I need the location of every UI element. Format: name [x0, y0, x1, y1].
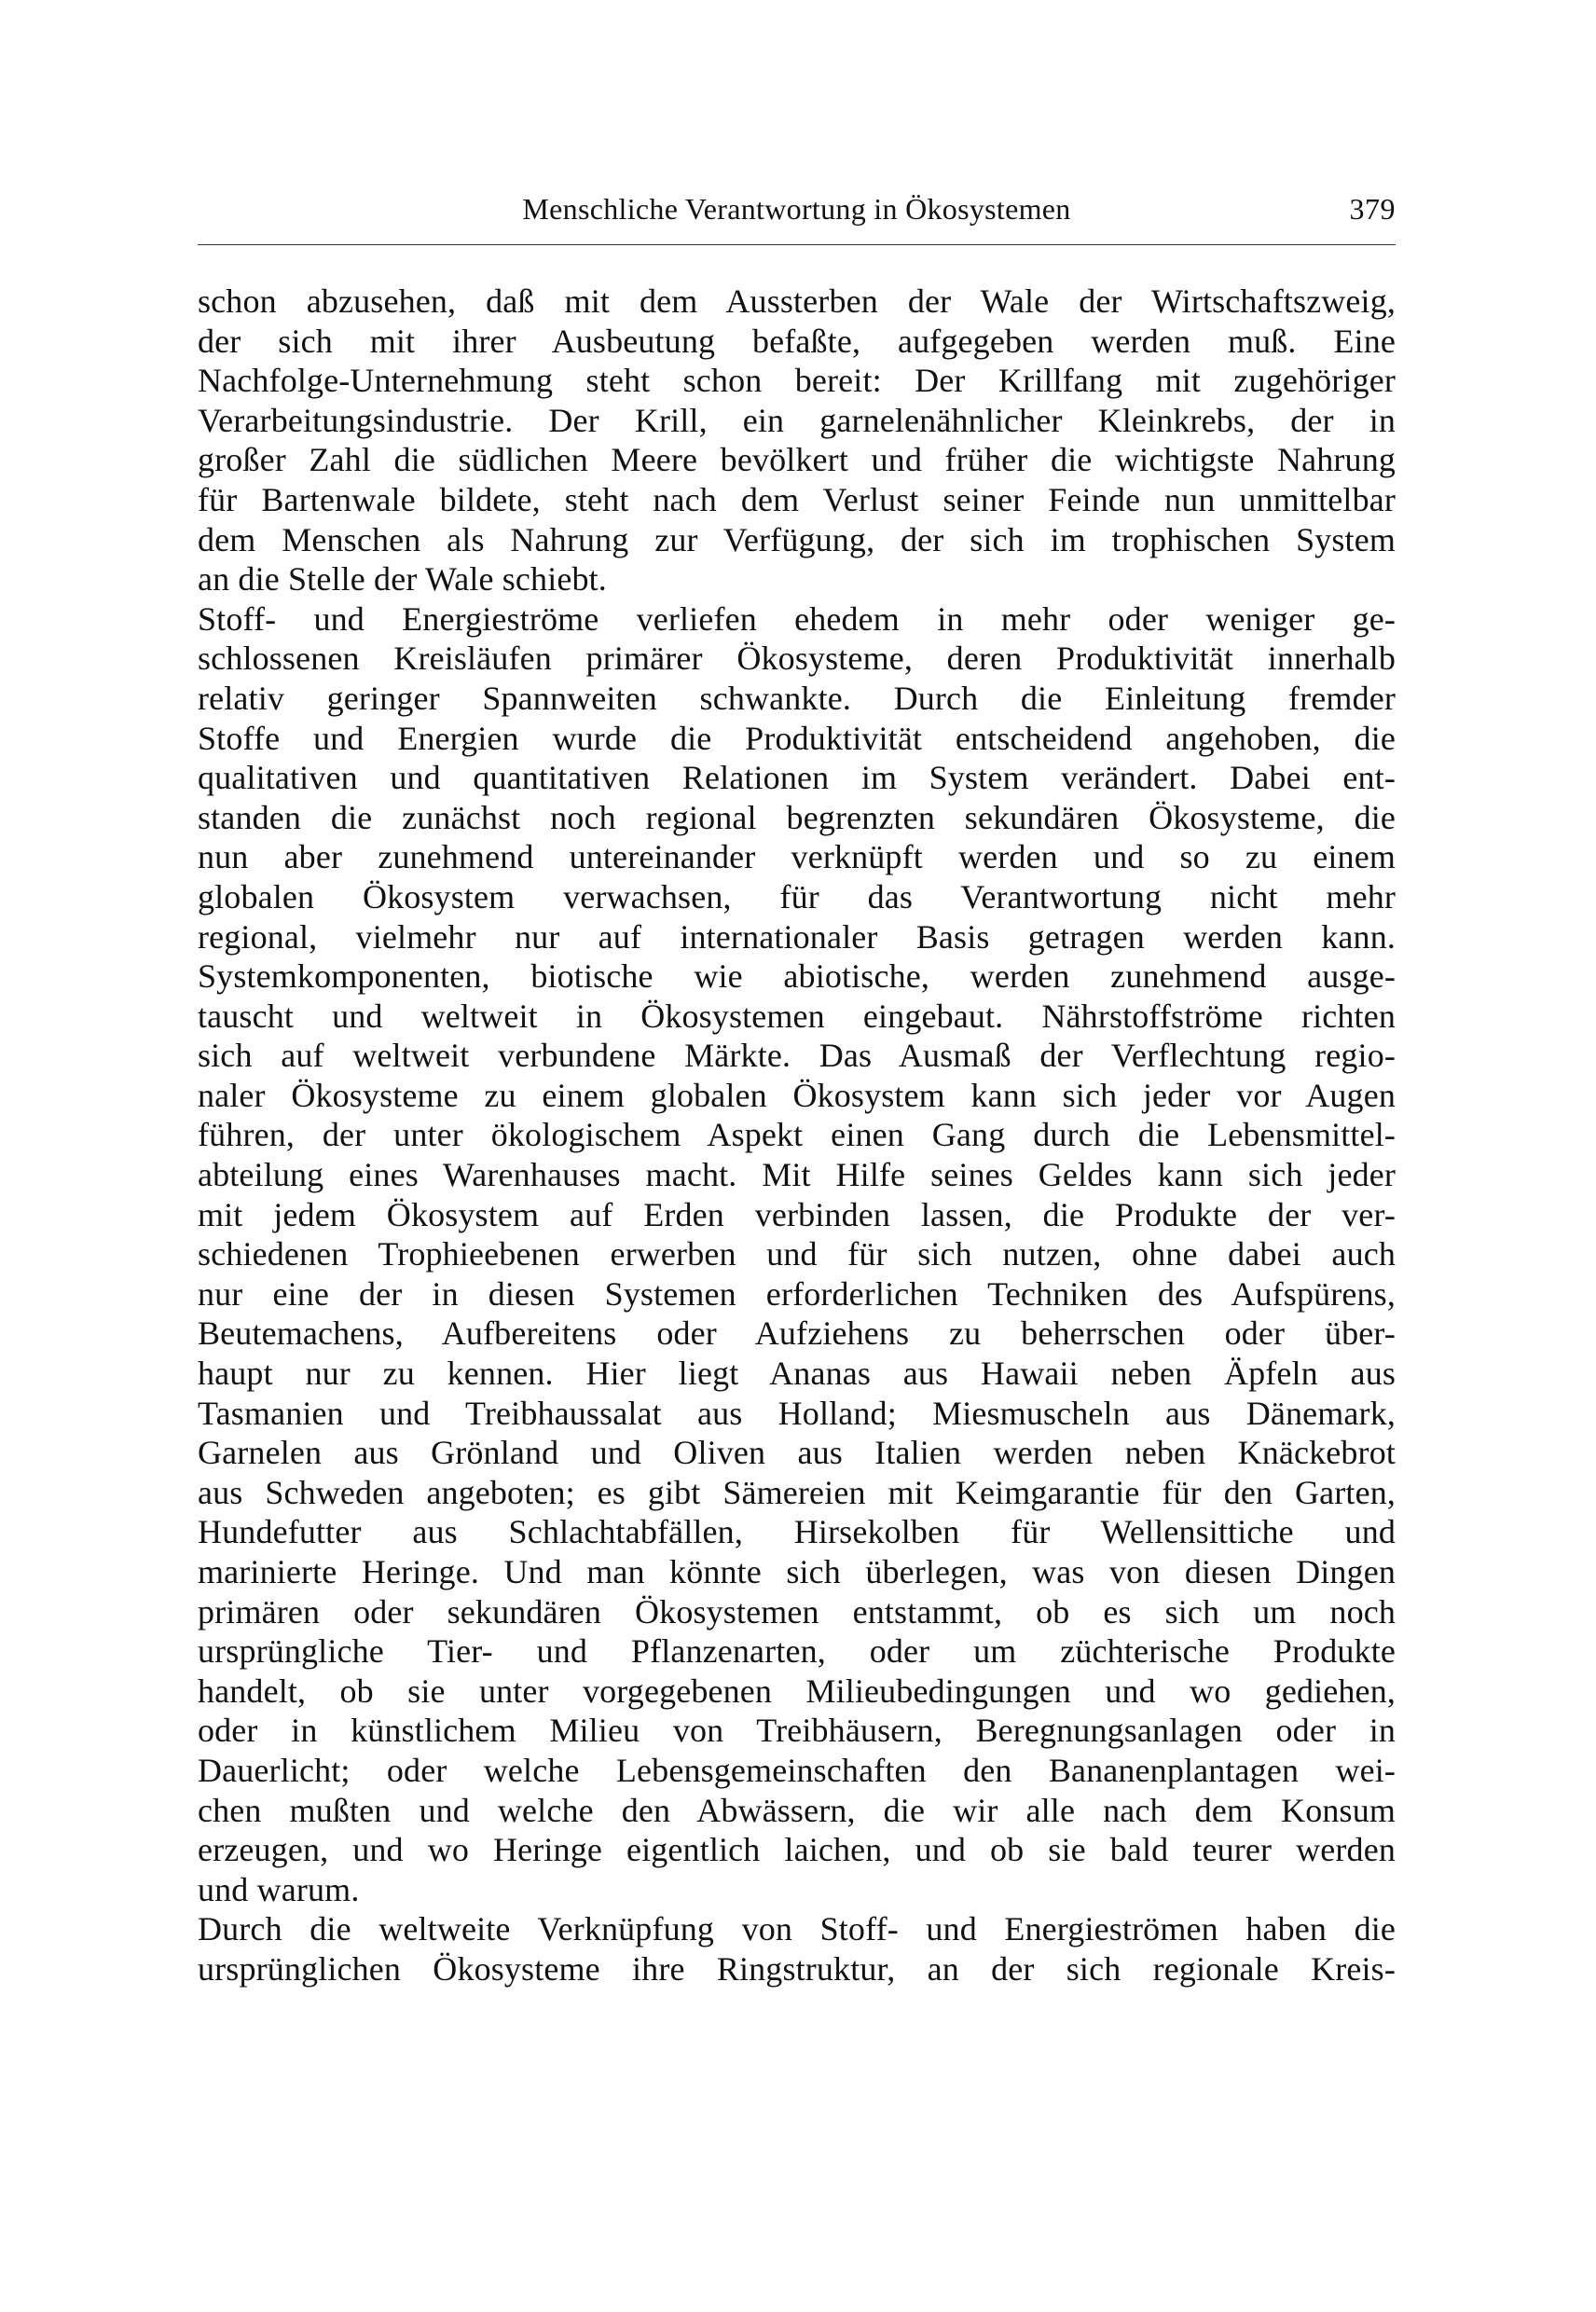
- text-line: dem Menschen als Nahrung zur Verfügung, der sich im trophischen System: [198, 520, 1396, 558]
- text-line: erzeugen, und wo Heringe eigentlich laichen, und ob sie bald teurer werden: [198, 1831, 1396, 1869]
- text-line: Tasmanien und Treibhaussalat aus Holland; Miesmuscheln aus Dänemark,: [198, 1394, 1396, 1432]
- text-line: Verarbeitungsindustrie. Der Krill, ein garnelenähnlicher Kleinkrebs, der in: [198, 401, 1396, 439]
- page-number: 379: [1349, 192, 1396, 226]
- text-line: und warum.: [198, 1870, 360, 1908]
- text-line: sich auf weltweit verbundene Märkte. Das Ausmaß der Verflechtung regio-: [198, 1037, 1396, 1075]
- text-line: marinierte Heringe. Und man könnte sich überlegen, was von diesen Dingen: [198, 1553, 1396, 1590]
- text-line: standen die zunächst noch regional begrenzten sekundären Ökosysteme, die: [198, 798, 1396, 836]
- text-line: mit jedem Ökosystem auf Erden verbinden lassen, die Produkte der ver-: [198, 1195, 1396, 1233]
- text-line: Dauerlicht; oder welche Lebensgemeinschaften den Bananenplantagen wei-: [198, 1751, 1396, 1789]
- text-line: der sich mit ihrer Ausbeutung befaßte, aufgegeben werden muß. Eine: [198, 322, 1396, 360]
- text-line: chen mußten und welche den Abwässern, die wir alle nach dem Konsum: [198, 1791, 1396, 1829]
- text-line: abteilung eines Warenhauses macht. Mit Hilfe seines Geldes kann sich jeder: [198, 1156, 1396, 1194]
- text-line: Durch die weltweite Verknüpfung von Stoff- und Energieströmen haben die: [198, 1910, 1396, 1948]
- text-line: qualitativen und quantitativen Relationen im System verändert. Dabei ent-: [198, 759, 1396, 797]
- text-line: nun aber zunehmend untereinander verknüpft werden und so zu einem: [198, 838, 1396, 876]
- text-line: für Bartenwale bildete, steht nach dem Verlust seiner Feinde nun unmittelbar: [198, 480, 1396, 518]
- text-line: großer Zahl die südlichen Meere bevölkert und früher die wichtigste Nahrung: [198, 441, 1396, 479]
- text-line: globalen Ökosystem verwachsen, für das Verantwortung nicht mehr: [198, 877, 1396, 915]
- text-line: führen, der unter ökologischem Aspekt einen Gang durch die Lebensmittel-: [198, 1116, 1396, 1154]
- text-line: nur eine der in diesen Systemen erforderlichen Techniken des Aufspürens,: [198, 1274, 1396, 1313]
- text-line: schiedenen Trophieebenen erwerben und für sich nutzen, ohne dabei auch: [198, 1235, 1396, 1273]
- text-line: schlossenen Kreisläufen primärer Ökosysteme, deren Produktivität innerhalb: [198, 640, 1396, 678]
- text-line: ursprüngliche Tier- und Pflanzenarten, oder um züchterische Produkte: [198, 1632, 1396, 1671]
- text-line: haupt nur zu kennen. Hier liegt Ananas aus Hawaii neben Äpfeln aus: [198, 1355, 1396, 1393]
- running-title: Menschliche Verantwortung in Ökosystemen: [522, 192, 1071, 226]
- text-line: Nachfolge-Unternehmung steht schon bereit: Der Krillfang mit zugehöriger: [198, 362, 1396, 400]
- text-line: Stoff- und Energieströme verliefen ehedem in mehr oder weniger ge-: [198, 599, 1396, 638]
- text-line: Stoffe und Energien wurde die Produktivität entscheidend angehoben, die: [198, 719, 1396, 757]
- text-line: tauscht und weltweit in Ökosystemen eingebaut. Nährstoffströme richten: [198, 997, 1396, 1035]
- text-line: an die Stelle der Wale schiebt.: [198, 560, 607, 599]
- body-text: [198, 282, 1396, 1989]
- text-line: relativ geringer Spannweiten schwankte. Durch die Einleitung fremder: [198, 679, 1396, 717]
- text-line: Beutemachens, Aufbereitens oder Aufziehens zu beherrschen oder über-: [198, 1314, 1396, 1353]
- text-line: handelt, ob sie unter vorgegebenen Milieubedingungen und wo gediehen,: [198, 1672, 1396, 1710]
- text-line: Hundefutter aus Schlachtabfällen, Hirsekolben für Wellensittiche und: [198, 1513, 1396, 1551]
- text-line: schon abzusehen, daß mit dem Aussterben der Wale der Wirtschaftszweig,: [198, 282, 1396, 320]
- text-line: Garnelen aus Grönland und Oliven aus Italien werden neben Knäckebrot: [198, 1434, 1396, 1472]
- text-line: aus Schweden angeboten; es gibt Sämereien mit Keimgarantie für den Garten,: [198, 1473, 1396, 1511]
- header-rule: [198, 244, 1396, 245]
- text-line: primären oder sekundären Ökosystemen entstammt, ob es sich um noch: [198, 1592, 1396, 1631]
- text-line: ursprünglichen Ökosysteme ihre Ringstruktur, an der sich regionale Kreis-: [198, 1949, 1396, 1988]
- text-line: Systemkomponenten, biotische wie abiotische, werden zunehmend ausge-: [198, 957, 1396, 996]
- text-line: oder in künstlichem Milieu von Treibhäusern, Beregnungsanlagen oder in: [198, 1712, 1396, 1750]
- text-line: naler Ökosysteme zu einem globalen Ökosystem kann sich jeder vor Augen: [198, 1076, 1396, 1114]
- running-head: [198, 186, 1396, 231]
- text-line: regional, vielmehr nur auf internationaler Basis getragen werden kann.: [198, 917, 1396, 956]
